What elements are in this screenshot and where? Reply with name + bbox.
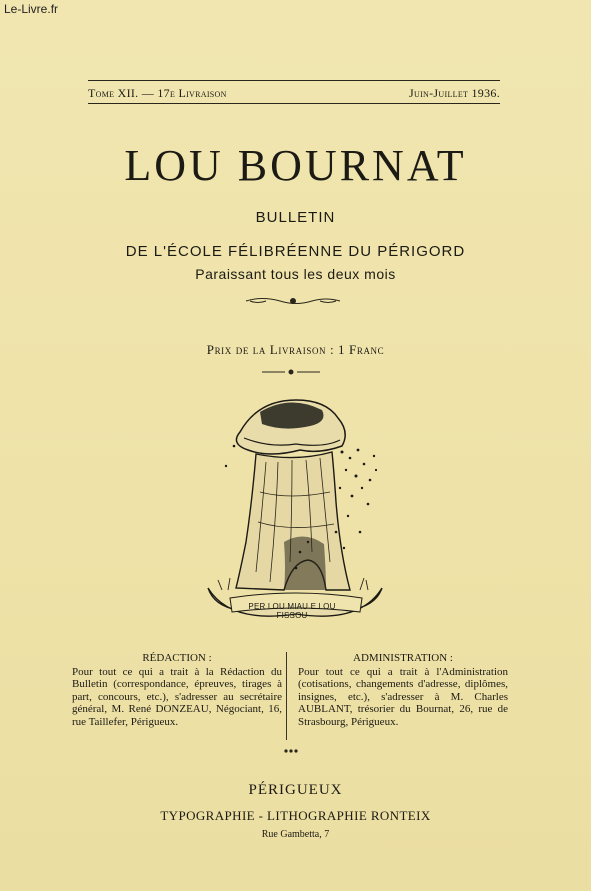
page-title: LOU BOURNAT — [124, 141, 467, 190]
issue-date: Juin-Juillet 1936. — [409, 86, 500, 100]
emblem-motto: PER LOU MIAU E LOU FISSOU — [248, 602, 336, 620]
administration-text: Pour tout ce qui a trait à l'Administration (cotisations, changements d'adresse, diplômes, insignes, etc.), s'adresser à M. Charles AUBLANT, trésorier du Bournat, 26, rue de Strasbourg, Périgueux. — [298, 665, 508, 728]
issue-price: Prix de la Livraison : 1 Franc — [206, 342, 385, 357]
administration-heading: ADMINISTRATION : — [353, 652, 453, 664]
footer-address: Rue Gambetta, 7 — [261, 829, 330, 840]
subtitle-school: DE L'ÉCOLE FÉLIBRÉENNE DU PÉRIGORD — [125, 243, 466, 260]
ornament-divider-2 — [0, 368, 591, 376]
beehive-emblem — [200, 392, 390, 624]
subtitle-bulletin: BULLETIN — [255, 209, 336, 226]
volume-issue: Tome XII. — 17e Livraison — [88, 86, 227, 100]
administration-column — [298, 652, 508, 729]
ornament-divider-3 — [0, 747, 591, 755]
redaction-column — [72, 652, 282, 729]
header-rule-top — [88, 80, 500, 81]
footer-city: PÉRIGUEUX — [248, 782, 343, 798]
redaction-text: Pour tout ce qui a trait à la Rédaction du Bulletin (correspondance, épreuves, tirages à part, concours, etc.), s'adresser au secrétaire général, M. René DONZEAU, Négociant, 16, rue Taillefer, Périgueux. — [72, 665, 282, 728]
watermark: Le-Livre.fr — [4, 2, 59, 16]
subtitle-frequency: Paraissant tous les deux mois — [195, 266, 396, 282]
footer-printer: TYPOGRAPHIE - LITHOGRAPHIE RONTEIX — [160, 808, 431, 823]
redaction-heading: RÉDACTION : — [142, 652, 212, 664]
column-divider — [286, 652, 287, 740]
ornament-divider-1 — [0, 294, 591, 308]
header-rule-bottom — [88, 103, 500, 104]
